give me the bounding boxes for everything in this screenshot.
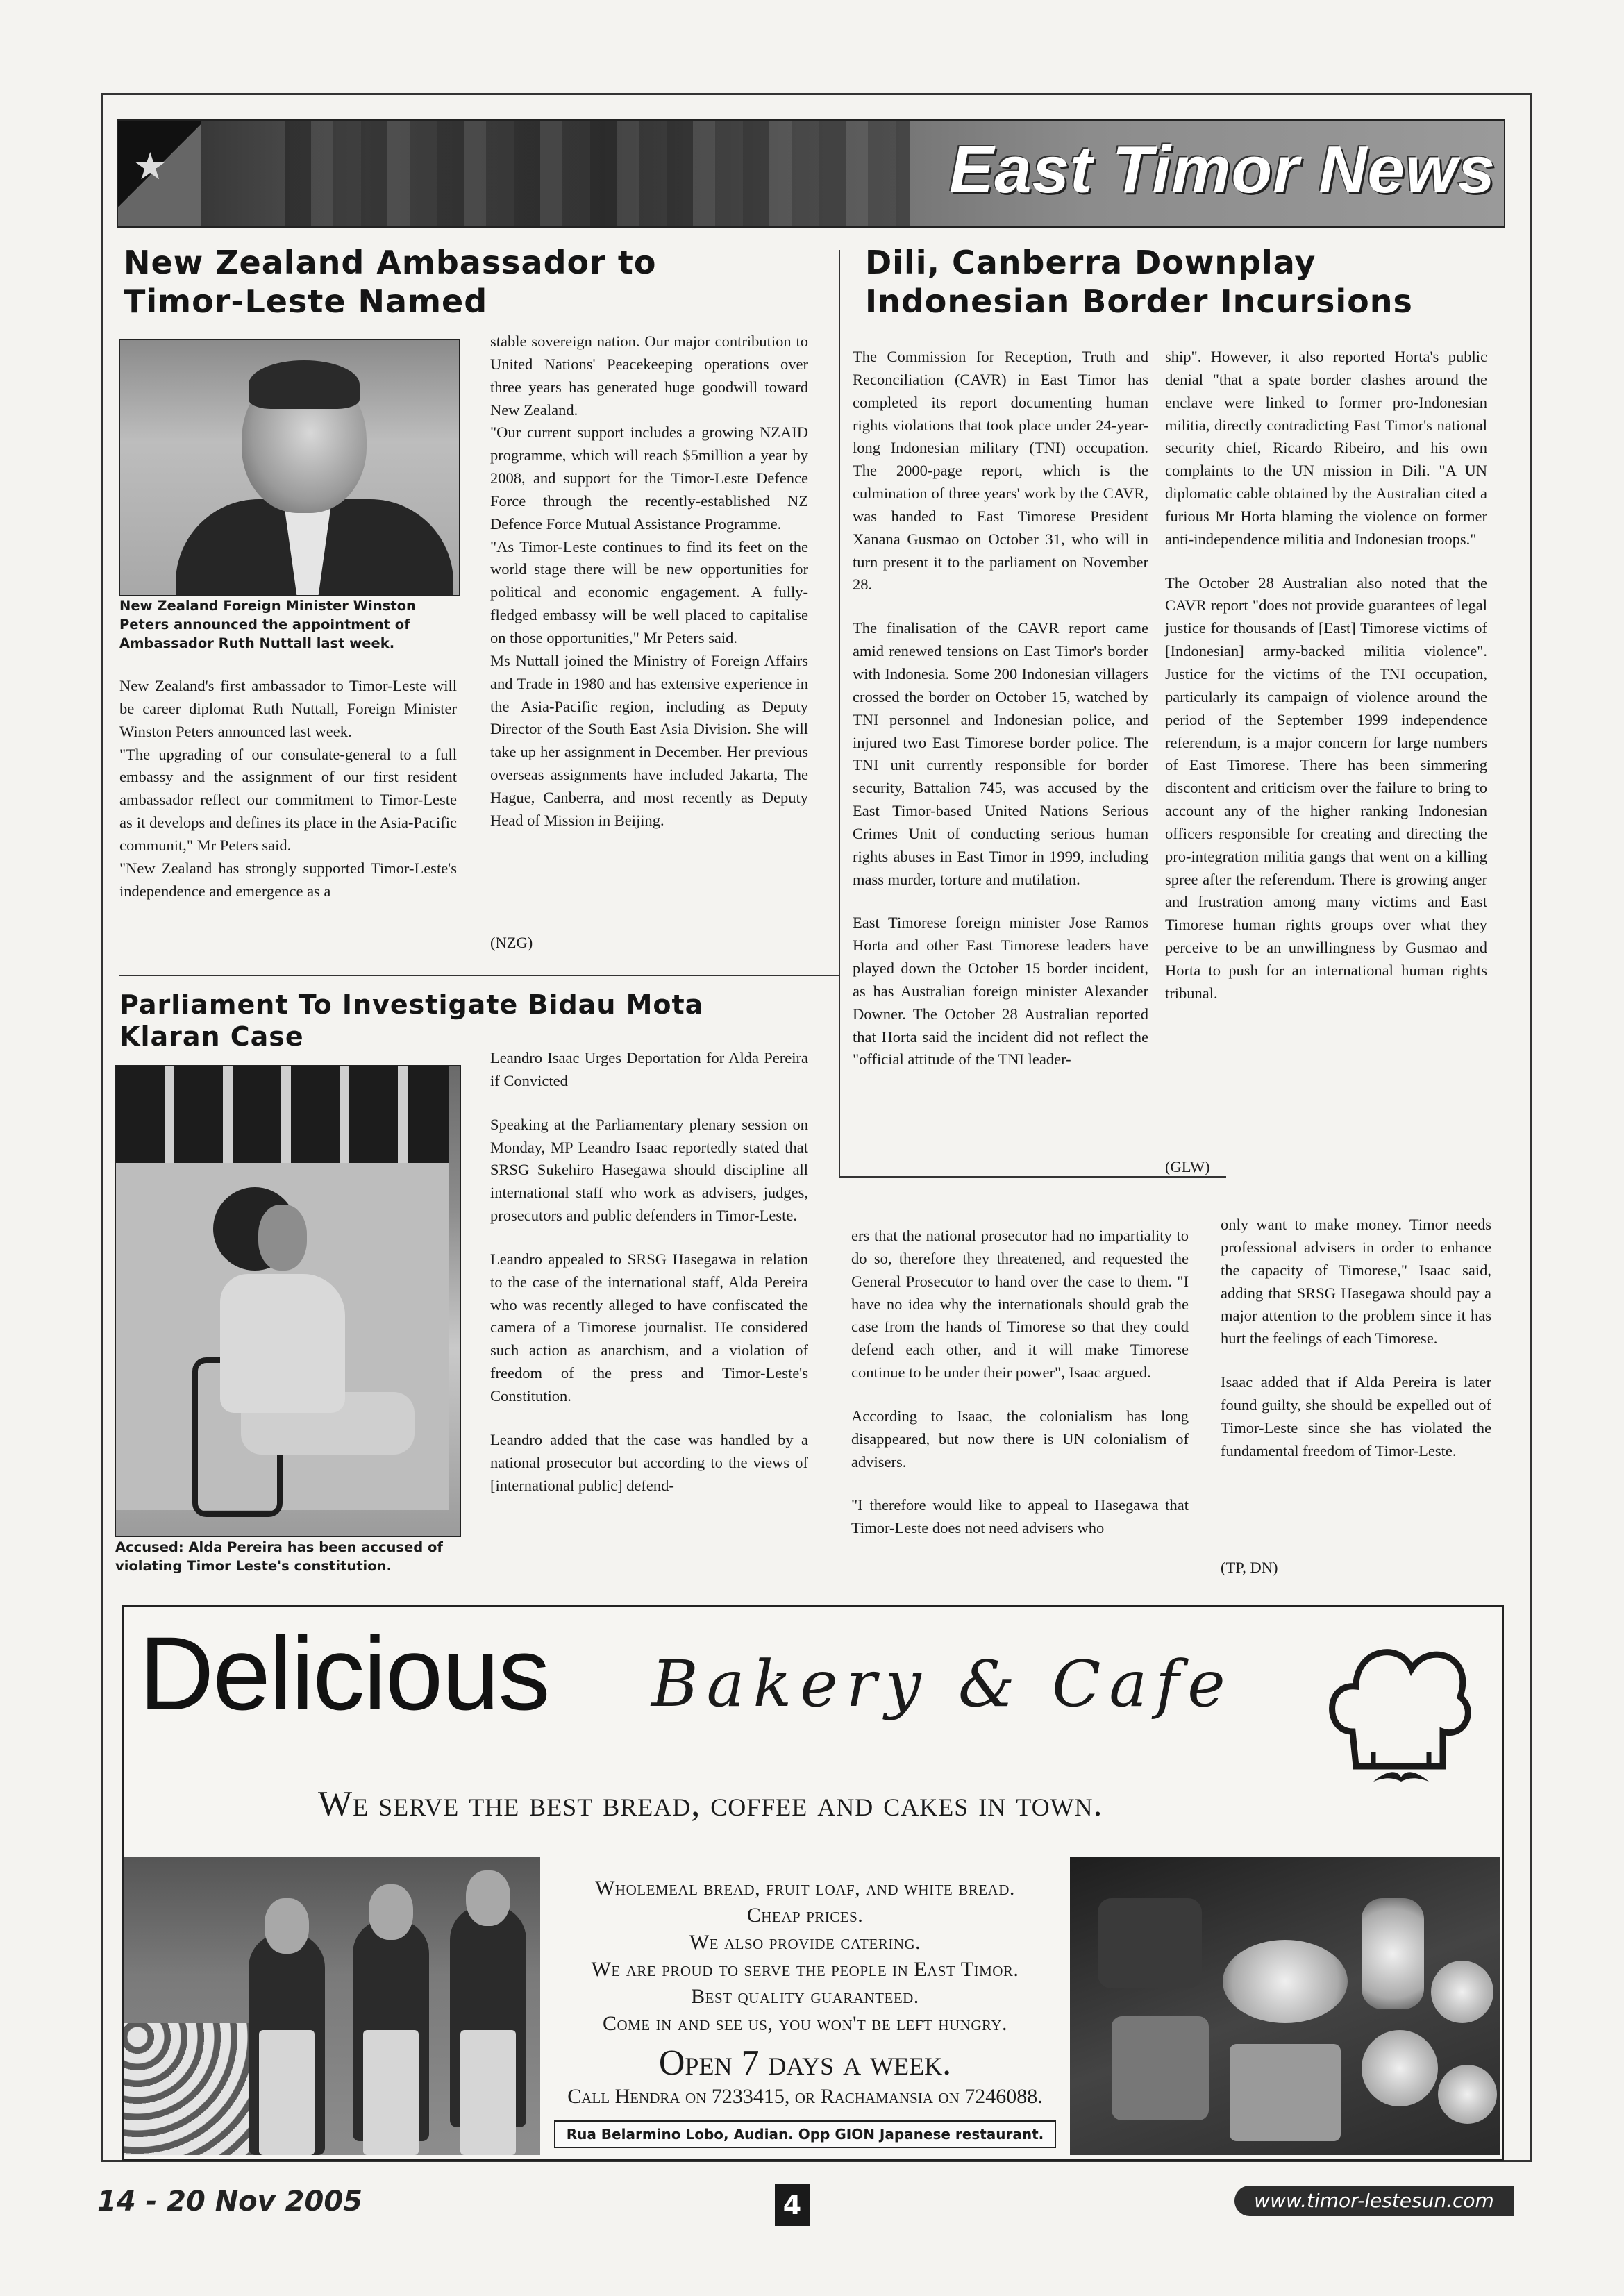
bakery-advertisement <box>122 1605 1504 2161</box>
paragraph: Ms Nuttall joined the Ministry of Foreign Affairs and Trade in 1980 and has extensive experience in the Asia-Pacific region, including as Deputy Director of the South East Asia Division. She will take up her assignment in December. Her previous overseas assignments have included Jakarta, The Hague, Canberra, and most recently as Deputy Head of Mission in Beijing. <box>490 651 808 829</box>
winston-peters-photo <box>119 339 460 596</box>
paragraph: Leandro added that the case was handled by a national prosecutor but according to the views of [international public] defend- <box>490 1430 808 1494</box>
paragraph: "New Zealand has strongly supported Timor-Leste's independence and emergence as a <box>119 859 457 900</box>
parliament-col-3 <box>1221 1214 1491 1483</box>
parliament-col-1 <box>490 1047 808 1518</box>
ad-line: Best quality guaranteed. <box>691 1985 919 2008</box>
parliament-photo-caption: Accused: Alda Pereira has been accused of violating Timor Leste's constitution. <box>115 1539 443 1574</box>
star-icon: ★ <box>133 146 167 187</box>
cakes-photo <box>1070 1857 1500 2155</box>
ad-address: Rua Belarmino Lobo, Audian. Opp GION Japanese restaurant. <box>554 2120 1056 2148</box>
ad-tagline: We serve the best bread, coffee and cakes in town. <box>318 1784 1103 1824</box>
parliament-headline: Parliament To Investigate Bidau Mota Klaran Case <box>119 989 704 1053</box>
nz-col-1 <box>119 675 457 903</box>
dili-headline: Dili, Canberra Downplay Indonesian Border Incursions <box>865 244 1413 321</box>
website-url: www.timor-lestesun.com <box>1234 2186 1514 2216</box>
ad-open-hours: Open 7 days a week. <box>658 2043 952 2083</box>
alda-pereira-photo <box>115 1065 461 1537</box>
paragraph: ship". However, it also reported Horta's public denial "that a spate border clashes around the enclave were linked to former pro-Indonesian militia, directly contradicting East Timor's national security chief, Ricardo Ribeiro, and his own complaints to the UN mission in Dili. "A UN diplomatic cable obtained by the Australian cited a furious Mr Horta blaming the violence on former anti-independence militia and Indonesian troops." <box>1165 348 1487 548</box>
ad-line: Cheap prices. <box>746 1904 864 1927</box>
paragraph: The finalisation of the CAVR report came amid renewed tensions on East Timor's border with Indonesia. Some 200 Indonesian villagers crossed the border on October 15, watched by TNI personnel and Indonesian police, and injured two East Timorese border police. The TNI unit currently responsible for border security, Battalion 745, was accused by the East Timor-based United Nations Serious Crimes Unit of conducting serious human rights abuses in East Timor in 1999, including mass murder, torture and mutilation. <box>853 619 1148 888</box>
chef-hat-icon <box>1325 1627 1477 1787</box>
paragraph: ers that the national prosecutor had no impartiality to do so, therefore they threatened, and requested the General Prosecutor to hand over the case to them. "I have no idea why the internationals should grab the case from the hands of Timorese so that they could defend each other, and it will make Timorese continue to be under their power", Isaac argued. <box>851 1227 1189 1382</box>
issue-date: 14 - 20 Nov 2005 <box>97 2186 362 2218</box>
dili-col-1 <box>853 346 1148 1092</box>
nz-byline: (NZG) <box>490 934 533 951</box>
paragraph: "As Timor-Leste continues to find its feet on the world stage there will be new opportunities for political and economic engagement. A fully-fledged embassy will be well placed to capitalise on those opportunities," Mr Peters said. <box>490 537 808 646</box>
page-number: 4 <box>775 2184 810 2226</box>
section-divider <box>119 975 839 976</box>
ad-script-title: Bakery & Cafe <box>651 1647 1234 1721</box>
paragraph: New Zealand's first ambassador to Timor-Leste will be career diplomat Ruth Nuttall, Foreign Minister Winston Peters announced last week. <box>119 677 457 740</box>
ad-line: We are proud to serve the people in East Timor. <box>591 1958 1019 1981</box>
dili-box-bottom <box>839 1176 1226 1178</box>
banner-photo <box>285 121 910 228</box>
paragraph: East Timorese foreign minister Jose Ramos Horta and other East Timorese leaders have played down the October 15 border incident, as has Australian foreign minister Alexander Downer. The October 28 Australian reported that Horta said the incident did not reflect the "official attitude of the TNI leader- <box>853 914 1148 1069</box>
paragraph: "The upgrading of our consulate-general to a full embassy and the assignment of our first resident ambassador reflect our commitment to Timor-Leste as it develops and defines its place in the Asia-Pacific communit," Mr Peters said. <box>119 745 457 854</box>
paragraph: "Our current support includes a growing NZAID programme, which will reach $5million a year by 2008, and support for the Timor-Leste Defence Force through the recently-established NZ Defence Force Mutual Assistance Programme. <box>490 424 808 533</box>
paragraph: "I therefore would like to appeal to Hasegawa that Timor-Leste does not need advisers who <box>851 1496 1189 1537</box>
ad-brand-name: Delicious <box>139 1615 549 1732</box>
section-title: East Timor News <box>949 133 1496 207</box>
paragraph: only want to make money. Timor needs professional advisers in order to enhance the capacity of Timorese," Isaac said, adding that SRSG Hasegawa should pay a major attention to the problem since it has hurt the feelings of each Timorese. <box>1221 1216 1491 1348</box>
paragraph: The Commission for Reception, Truth and Reconciliation (CAVR) in East Timor has completed its report documenting human rights violations that took place under 24-year-long Indonesian military (TNI) occupation. The 2000-page report, which is the culmination of three years' work by the CAVR, was handed to East Timorese President Xanana Gusmao on October 31, who will in turn present it to the parliament on November 28. <box>853 348 1148 594</box>
masthead-banner <box>117 119 1505 228</box>
paragraph: According to Isaac, the colonialism has long disappeared, but now there is UN colonialism of advisers. <box>851 1407 1189 1470</box>
bakers-photo <box>124 1857 540 2155</box>
ad-line: Come in and see us, you won't be left hungry. <box>602 2012 1008 2035</box>
ad-line: Wholemeal bread, fruit loaf, and white bread. <box>595 1877 1015 1900</box>
dili-byline: (GLW) <box>1165 1158 1210 1175</box>
paragraph: Leandro appealed to SRSG Hasegawa in relation to the case of the international staff, Alda Pereira who was recently alleged to have confiscated the camera of a Timorese journalist. He considered such action as anarchism, and a violation of freedom of the press and Timor-Leste's Constitution. <box>490 1250 808 1405</box>
ad-phone: Call Hendra on 7233415, or Rachamansia on 7246088. <box>567 2085 1043 2108</box>
paragraph: Isaac added that if Alda Pereira is later found guilty, she should be expelled out of Timor-Leste since she has violated the fundamental freedom of Timor-Leste. <box>1221 1373 1491 1459</box>
nz-photo-caption: New Zealand Foreign Minister Winston Peters announced the appointment of Ambassador Ruth Nuttall last week. <box>119 598 416 651</box>
paragraph: The October 28 Australian also noted that the CAVR report "does not provide guarantees of legal justice for thousands of [East] Timorese victims of [Indonesian] army-backed militia violence". Justice for the victims of the TNI occupation, particularly its campaign of violence around the period of the September 1999 independence referendum, is a major concern for large numbers of East Timorese. There has been simmering discontent and criticism over the failure to bring to account any of the higher ranking Indonesian officers responsible for creating and directing the pro-integration militia gangs that went on a killing spree after the referendum. There is growing anger and frustration among many victims and East Timorese human rights groups over what they perceive to be an unwillingness by Gusmao and Horta to push for an international human rights tribunal. <box>1165 573 1487 1002</box>
nz-headline: New Zealand Ambassador to Timor-Leste Named <box>124 244 657 321</box>
paragraph: Leandro Isaac Urges Deportation for Alda Pereira if Convicted <box>490 1049 808 1089</box>
column-divider <box>839 250 840 1176</box>
ad-text-block <box>540 1857 1070 2155</box>
paragraph: Speaking at the Parliamentary plenary session on Monday, MP Leandro Isaac reportedly stated that SRSG Sukehiro Hasegawa should discipline all international staff who work as advisers, judges, prosecutors and public defenders in Timor-Leste. <box>490 1115 808 1225</box>
parliament-col-2 <box>851 1225 1189 1561</box>
nz-col-2 <box>490 330 808 832</box>
dili-col-2 <box>1165 346 1487 1005</box>
ad-line: We also provide catering. <box>689 1931 921 1954</box>
parliament-byline: (TP, DN) <box>1221 1559 1278 1576</box>
paragraph: stable sovereign nation. Our major contribution to United Nations' Peacekeeping operations over three years has generated huge goodwill toward New Zealand. <box>490 333 808 419</box>
